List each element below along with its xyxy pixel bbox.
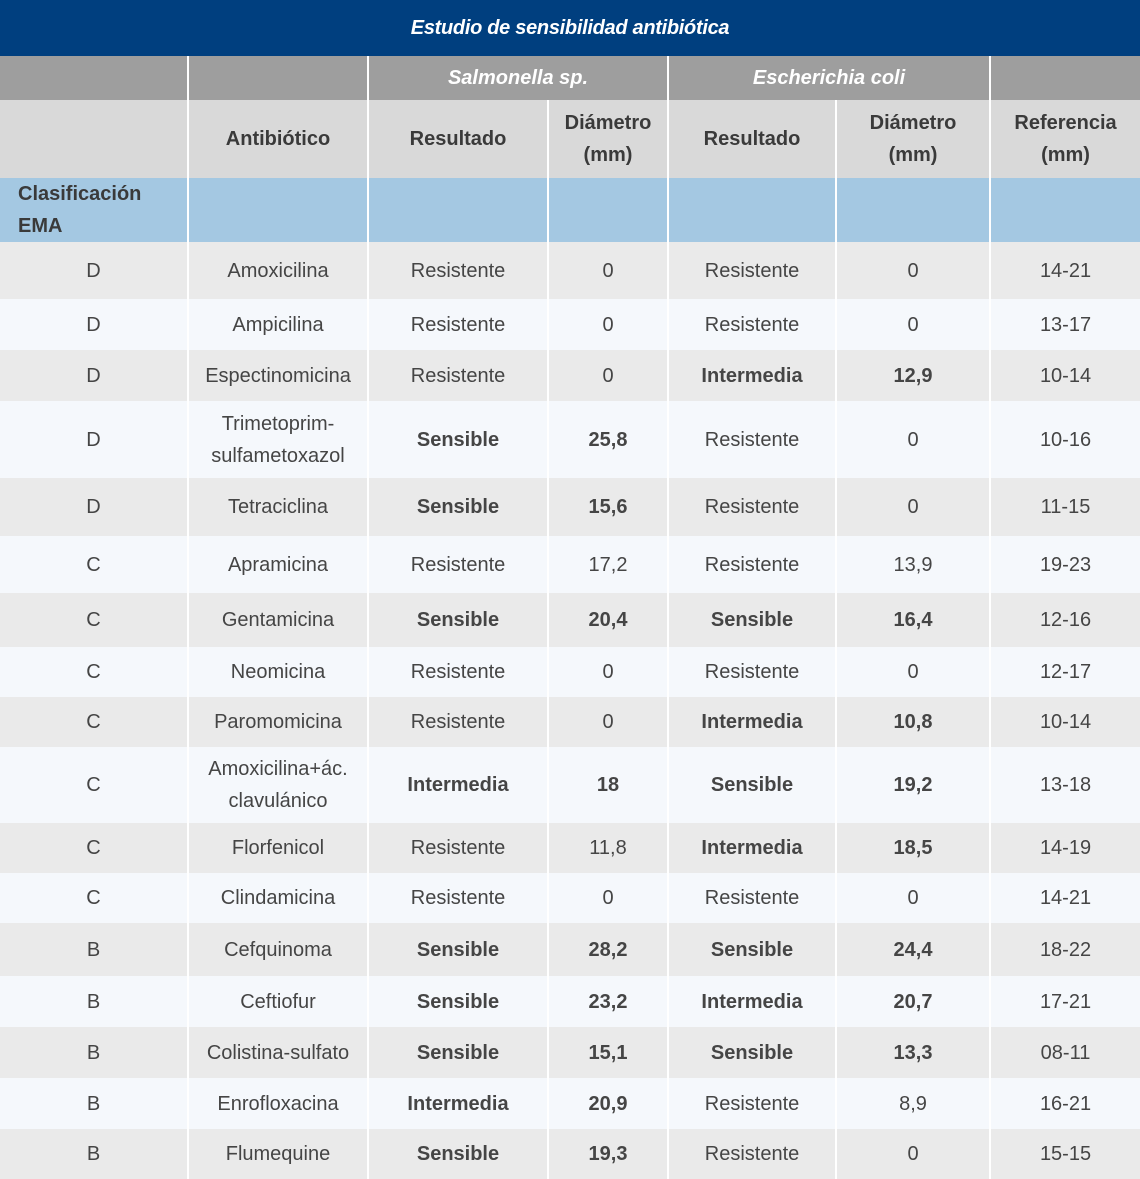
classification-cell: B bbox=[0, 1078, 188, 1129]
col-referencia: Referencia (mm) bbox=[990, 100, 1140, 178]
ecoli-diameter-cell: 0 bbox=[836, 478, 990, 536]
salmonella-result-cell: Sensible bbox=[368, 593, 548, 647]
antibiotic-cell: Gentamicina bbox=[188, 593, 368, 647]
col-ecoli-resultado: Resultado bbox=[668, 100, 836, 178]
antibiotic-cell: Clindamicina bbox=[188, 873, 368, 923]
classification-cell: C bbox=[0, 873, 188, 923]
ecoli-diameter-cell: 8,9 bbox=[836, 1078, 990, 1129]
classification-cell: B bbox=[0, 1027, 188, 1078]
ecoli-result-cell: Resistente bbox=[668, 478, 836, 536]
salmonella-result-cell: Sensible bbox=[368, 923, 548, 976]
ecoli-diameter-cell: 0 bbox=[836, 401, 990, 478]
salmonella-diameter-cell: 0 bbox=[548, 242, 668, 299]
salmonella-diameter-cell: 0 bbox=[548, 299, 668, 350]
reference-cell: 08-11 bbox=[990, 1027, 1140, 1078]
antibiotic-cell: Enrofloxacina bbox=[188, 1078, 368, 1129]
table-row bbox=[0, 536, 1140, 593]
ecoli-result-cell: Sensible bbox=[668, 1027, 836, 1078]
ecoli-result-cell: Intermedia bbox=[668, 823, 836, 873]
classification-cell: C bbox=[0, 647, 188, 697]
salmonella-result-cell: Sensible bbox=[368, 401, 548, 478]
antibiotic-cell: Neomicina bbox=[188, 647, 368, 697]
salmonella-diameter-cell: 25,8 bbox=[548, 401, 668, 478]
reference-cell: 14-21 bbox=[990, 242, 1140, 299]
blank-header-cell bbox=[0, 100, 188, 178]
salmonella-header: Salmonella sp. bbox=[368, 56, 668, 100]
blank-header-cell bbox=[990, 56, 1140, 100]
table-row bbox=[0, 976, 1140, 1027]
salmonella-diameter-cell: 15,1 bbox=[548, 1027, 668, 1078]
antibiotic-cell: Flumequine bbox=[188, 1129, 368, 1179]
sensitivity-table bbox=[0, 56, 1140, 1179]
ecoli-diameter-cell: 18,5 bbox=[836, 823, 990, 873]
column-header-row bbox=[0, 100, 1140, 178]
table-row bbox=[0, 1078, 1140, 1129]
antibiotic-cell: Florfenicol bbox=[188, 823, 368, 873]
table-row bbox=[0, 823, 1140, 873]
ecoli-diameter-cell: 13,3 bbox=[836, 1027, 990, 1078]
reference-cell: 10-16 bbox=[990, 401, 1140, 478]
salmonella-diameter-cell: 11,8 bbox=[548, 823, 668, 873]
classification-cell: C bbox=[0, 747, 188, 823]
col-salmonella-diametro: Diámetro (mm) bbox=[548, 100, 668, 178]
salmonella-diameter-cell: 19,3 bbox=[548, 1129, 668, 1179]
classification-cell: C bbox=[0, 823, 188, 873]
ecoli-result-cell: Resistente bbox=[668, 1129, 836, 1179]
table-row bbox=[0, 1129, 1140, 1179]
blank-header-cell bbox=[188, 56, 368, 100]
salmonella-result-cell: Intermedia bbox=[368, 747, 548, 823]
salmonella-result-cell: Resistente bbox=[368, 823, 548, 873]
ecoli-diameter-cell: 0 bbox=[836, 647, 990, 697]
ecoli-diameter-cell: 12,9 bbox=[836, 350, 990, 401]
reference-cell: 16-21 bbox=[990, 1078, 1140, 1129]
reference-cell: 17-21 bbox=[990, 976, 1140, 1027]
reference-cell: 13-17 bbox=[990, 299, 1140, 350]
reference-cell: 15-15 bbox=[990, 1129, 1140, 1179]
salmonella-result-cell: Sensible bbox=[368, 976, 548, 1027]
salmonella-diameter-cell: 28,2 bbox=[548, 923, 668, 976]
ecoli-result-cell: Resistente bbox=[668, 647, 836, 697]
salmonella-diameter-cell: 0 bbox=[548, 873, 668, 923]
ecoli-diameter-cell: 0 bbox=[836, 299, 990, 350]
table-title: Estudio de sensibilidad antibiótica bbox=[0, 0, 1140, 56]
table-row bbox=[0, 647, 1140, 697]
blank-header-cell bbox=[0, 56, 188, 100]
classification-cell: B bbox=[0, 976, 188, 1027]
reference-cell: 14-21 bbox=[990, 873, 1140, 923]
ecoli-result-cell: Intermedia bbox=[668, 697, 836, 747]
salmonella-diameter-cell: 20,4 bbox=[548, 593, 668, 647]
reference-cell: 19-23 bbox=[990, 536, 1140, 593]
ecoli-result-cell: Sensible bbox=[668, 747, 836, 823]
ecoli-diameter-cell: 20,7 bbox=[836, 976, 990, 1027]
reference-cell: 13-18 bbox=[990, 747, 1140, 823]
salmonella-result-cell: Sensible bbox=[368, 1027, 548, 1078]
reference-cell: 14-19 bbox=[990, 823, 1140, 873]
classification-label: Clasificación EMA bbox=[0, 178, 188, 242]
table-row bbox=[0, 478, 1140, 536]
reference-cell: 10-14 bbox=[990, 350, 1140, 401]
ecoli-diameter-cell: 16,4 bbox=[836, 593, 990, 647]
ecoli-header: Escherichia coli bbox=[668, 56, 990, 100]
classification-cell: D bbox=[0, 350, 188, 401]
ecoli-result-cell: Intermedia bbox=[668, 350, 836, 401]
salmonella-result-cell: Resistente bbox=[368, 350, 548, 401]
table-row bbox=[0, 1027, 1140, 1078]
table-row bbox=[0, 747, 1140, 823]
ecoli-diameter-cell: 10,8 bbox=[836, 697, 990, 747]
ecoli-diameter-cell: 13,9 bbox=[836, 536, 990, 593]
salmonella-result-cell: Resistente bbox=[368, 647, 548, 697]
classification-cell: B bbox=[0, 923, 188, 976]
classification-cell: C bbox=[0, 593, 188, 647]
salmonella-result-cell: Resistente bbox=[368, 873, 548, 923]
ecoli-result-cell: Resistente bbox=[668, 536, 836, 593]
salmonella-result-cell: Resistente bbox=[368, 299, 548, 350]
salmonella-diameter-cell: 15,6 bbox=[548, 478, 668, 536]
salmonella-diameter-cell: 0 bbox=[548, 647, 668, 697]
antibiotic-cell: Ceftiofur bbox=[188, 976, 368, 1027]
ecoli-result-cell: Resistente bbox=[668, 873, 836, 923]
classification-cell: D bbox=[0, 242, 188, 299]
col-ecoli-diametro: Diámetro (mm) bbox=[836, 100, 990, 178]
ecoli-result-cell: Resistente bbox=[668, 299, 836, 350]
ecoli-diameter-cell: 0 bbox=[836, 242, 990, 299]
ecoli-diameter-cell: 0 bbox=[836, 873, 990, 923]
salmonella-diameter-cell: 18 bbox=[548, 747, 668, 823]
table-row bbox=[0, 401, 1140, 478]
antibiotic-cell: Apramicina bbox=[188, 536, 368, 593]
antibiotic-cell: Ampicilina bbox=[188, 299, 368, 350]
ecoli-result-cell: Resistente bbox=[668, 1078, 836, 1129]
salmonella-diameter-cell: 20,9 bbox=[548, 1078, 668, 1129]
reference-cell: 12-17 bbox=[990, 647, 1140, 697]
reference-cell: 10-14 bbox=[990, 697, 1140, 747]
classification-row bbox=[0, 178, 1140, 242]
salmonella-result-cell: Resistente bbox=[368, 242, 548, 299]
salmonella-result-cell: Sensible bbox=[368, 1129, 548, 1179]
antibiotic-cell: Paromomicina bbox=[188, 697, 368, 747]
ecoli-result-cell: Resistente bbox=[668, 401, 836, 478]
classification-cell: C bbox=[0, 697, 188, 747]
salmonella-diameter-cell: 0 bbox=[548, 350, 668, 401]
species-header-row bbox=[0, 56, 1140, 100]
salmonella-result-cell: Resistente bbox=[368, 697, 548, 747]
reference-cell: 11-15 bbox=[990, 478, 1140, 536]
ecoli-diameter-cell: 24,4 bbox=[836, 923, 990, 976]
ecoli-result-cell: Sensible bbox=[668, 923, 836, 976]
antibiotic-cell: Espectinomicina bbox=[188, 350, 368, 401]
antibiotic-cell: Amoxicilina bbox=[188, 242, 368, 299]
table-row bbox=[0, 593, 1140, 647]
classification-cell: D bbox=[0, 299, 188, 350]
salmonella-result-cell: Resistente bbox=[368, 536, 548, 593]
col-antibiotico: Antibiótico bbox=[188, 100, 368, 178]
reference-cell: 12-16 bbox=[990, 593, 1140, 647]
table-row bbox=[0, 350, 1140, 401]
col-salmonella-resultado: Resultado bbox=[368, 100, 548, 178]
classification-cell: C bbox=[0, 536, 188, 593]
table-row bbox=[0, 242, 1140, 299]
classification-cell: D bbox=[0, 478, 188, 536]
ecoli-result-cell: Sensible bbox=[668, 593, 836, 647]
salmonella-diameter-cell: 23,2 bbox=[548, 976, 668, 1027]
table-row bbox=[0, 299, 1140, 350]
ecoli-result-cell: Intermedia bbox=[668, 976, 836, 1027]
ecoli-diameter-cell: 19,2 bbox=[836, 747, 990, 823]
salmonella-diameter-cell: 17,2 bbox=[548, 536, 668, 593]
antibiotic-cell: Amoxicilina+ác. clavulánico bbox=[188, 747, 368, 823]
table-row bbox=[0, 697, 1140, 747]
antibiotic-cell: Colistina-sulfato bbox=[188, 1027, 368, 1078]
classification-cell: D bbox=[0, 401, 188, 478]
classification-cell: B bbox=[0, 1129, 188, 1179]
salmonella-result-cell: Intermedia bbox=[368, 1078, 548, 1129]
table-row bbox=[0, 873, 1140, 923]
salmonella-result-cell: Sensible bbox=[368, 478, 548, 536]
ecoli-result-cell: Resistente bbox=[668, 242, 836, 299]
antibiotic-cell: Trimetoprim-sulfametoxazol bbox=[188, 401, 368, 478]
table-row bbox=[0, 923, 1140, 976]
salmonella-diameter-cell: 0 bbox=[548, 697, 668, 747]
antibiotic-cell: Tetraciclina bbox=[188, 478, 368, 536]
antibiotic-cell: Cefquinoma bbox=[188, 923, 368, 976]
reference-cell: 18-22 bbox=[990, 923, 1140, 976]
ecoli-diameter-cell: 0 bbox=[836, 1129, 990, 1179]
